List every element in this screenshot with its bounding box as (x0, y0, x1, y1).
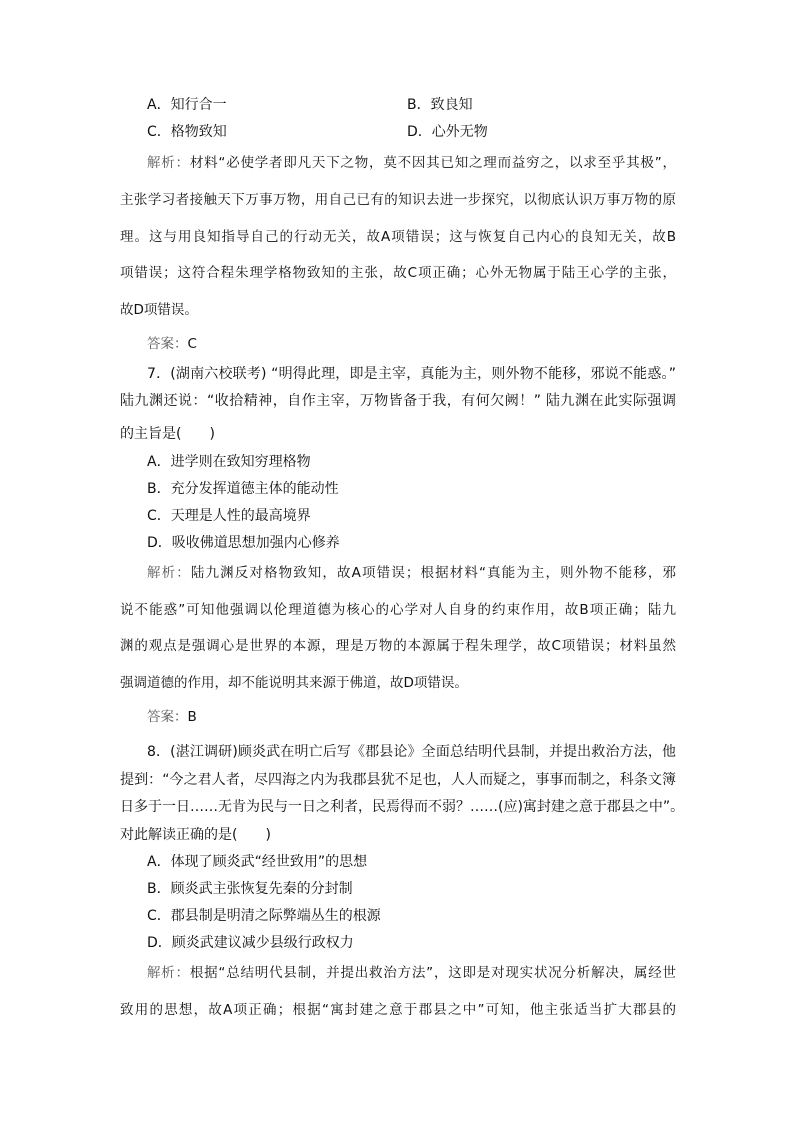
q7-option-b: B．充分发挥道德主体的能动性 (147, 481, 339, 497)
q7-answer (147, 707, 197, 727)
q8-option-d: D．顾炎武建议减少县级行政权力 (147, 935, 354, 951)
explanation-label: 解析： (147, 965, 190, 981)
q7-stem-line-2: 陆九渊还说：“收拾精神，自作主宰，万物皆备于我，有何欠阙！” 陆九渊在此实际强调 (120, 393, 676, 409)
answer-value: B (187, 709, 197, 725)
q8-stem-line-4: 对此解读正确的是( ) (120, 827, 271, 843)
q8-stem-line-3: 日多于一日……无肯为民与一日之利者，民焉得而不弱？……(应)寓封建之意于郡县之中”。 (120, 799, 685, 815)
q8-option-a: A．体现了顾炎武“经世致用”的思想 (147, 854, 368, 870)
q7-option-c: C．天理是人性的最高境界 (147, 508, 311, 524)
q7-explanation-line-1: 解析：陆九渊反对格物致知，故A项错误；根据材料“真能为主，则外物不能移，邪 (147, 565, 676, 581)
answer-value: C (187, 336, 197, 352)
q6-answer (147, 334, 197, 354)
q8-stem-line-2: 提到：“今之君人者，尽四海之内为我郡县犹不足也，人人而疑之，事事而制之，科条文簿 (120, 772, 676, 788)
q6-explanation-line-4: 项错误；这符合程朱理学格物致知的主张，故C项正确；心外无物属于陆王心学的主张， (120, 265, 676, 281)
q6-option-d: D．心外无物 (407, 124, 488, 140)
q8-option-c: C．郡县制是明清之际弊端丛生的根源 (147, 908, 381, 924)
q6-option-a: A．知行合一 (147, 97, 227, 113)
q7-stem-line-1: 7．(湖南六校联考) “明得此理，即是主宰，真能为主，则外物不能移，邪说不能惑。” (147, 366, 676, 382)
q7-stem-line-3: 的主旨是( ) (120, 426, 215, 442)
q8-stem-line-1: 8．(湛江调研)顾炎武在明亡后写《郡县论》全面总结明代县制，并提出救治方法，他 (147, 744, 676, 760)
answer-label: 答案： (147, 709, 188, 725)
q7-explanation-line-4: 强调道德的作用，却不能说明其来源于佛道，故D项错误。 (120, 675, 468, 691)
q7-explanation-line-3: 渊的观点是强调心是世界的本源，理是万物的本源属于程朱理学，故C项错误；材料虽然 (120, 638, 676, 654)
explanation-label: 解析： (147, 565, 191, 581)
answer-label: 答案： (147, 336, 188, 352)
explanation-label: 解析： (147, 155, 190, 171)
q6-explanation-line-5: 故D项错误。 (120, 302, 198, 318)
q6-option-b: B．致良知 (407, 97, 473, 113)
q6-explanation-line-1: 解析：材料“必使学者即凡天下之物，莫不因其已知之理而益穷之，以求至乎其极”， (147, 155, 676, 171)
q7-option-a: A．进学则在致知穷理格物 (147, 454, 311, 470)
q7-explanation-line-2: 说不能惑”可知他强调以伦理道德为核心的心学对人自身的约束作用，故B项正确；陆九 (120, 602, 676, 618)
q6-option-c: C．格物致知 (147, 124, 227, 140)
q8-explanation-line-2: 致用的思想，故A项正确；根据“寓封建之意于郡县之中”可知，他主张适当扩大郡县的 (120, 1002, 676, 1018)
q6-explanation-line-2: 主张学习者接触天下万事万物，用自己已有的知识去进一步探究，以彻底认识万事万物的原 (120, 192, 676, 208)
q7-option-d: D．吸收佛道思想加强内心修养 (147, 535, 340, 551)
q6-explanation-line-3: 理。这与用良知指导自己的行动无关，故A项错误；这与恢复自己内心的良知无关，故B (120, 229, 676, 245)
q8-explanation-line-1: 解析：根据“总结明代县制，并提出救治方法”，这即是对现实状况分析解决，属经世 (147, 965, 676, 981)
q8-option-b: B．顾炎武主张恢复先秦的分封制 (147, 881, 353, 897)
